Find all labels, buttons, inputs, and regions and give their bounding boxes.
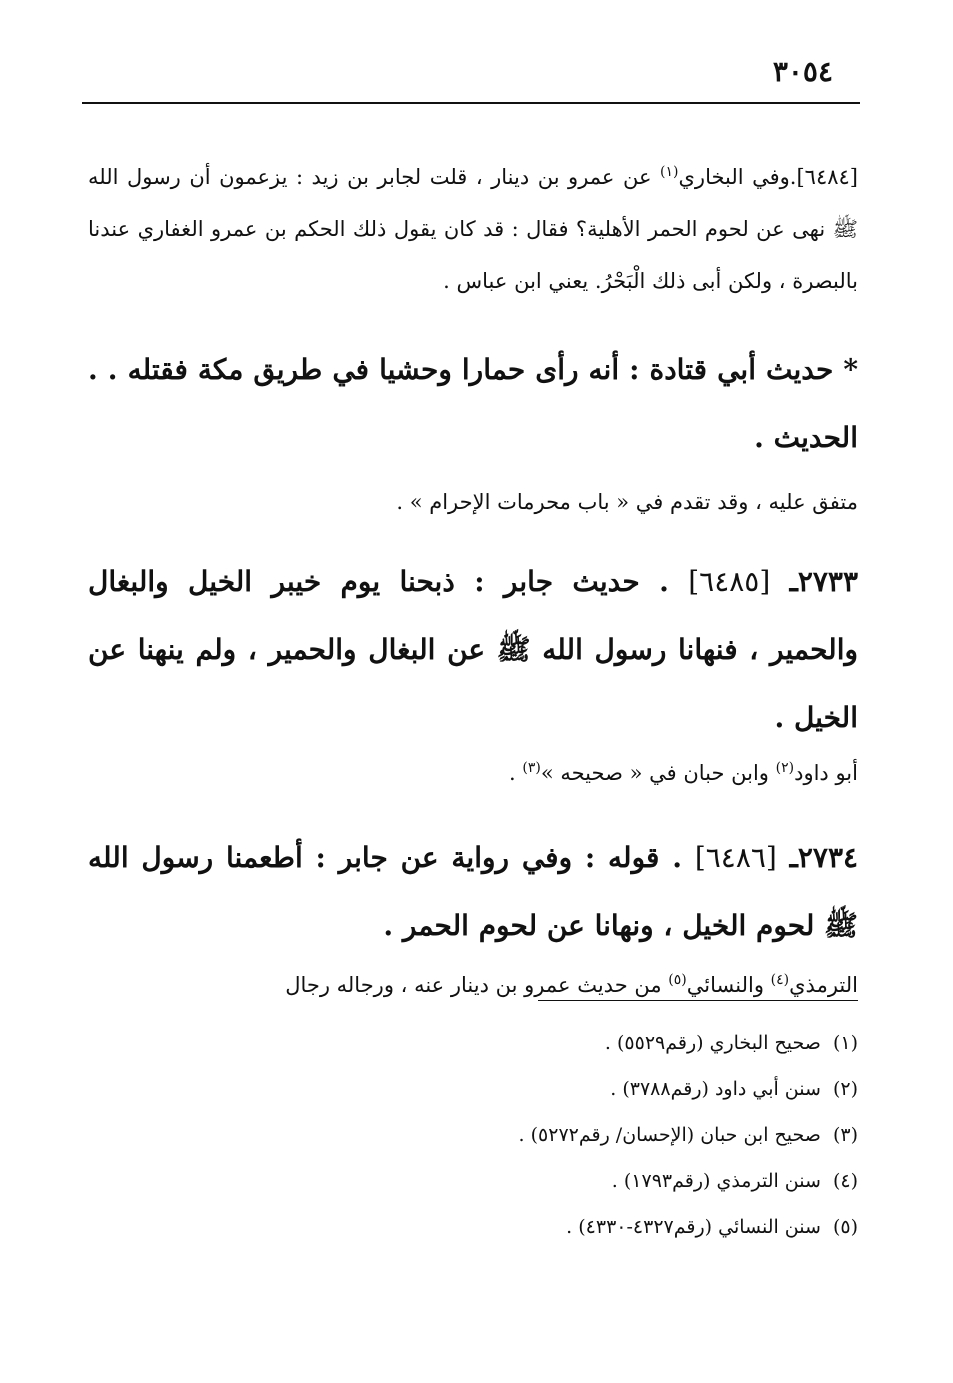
- hadith-2733: [88, 548, 858, 752]
- paragraph-text: .وفي البخاري: [678, 165, 797, 189]
- hadith-number: ٢٧٣٣ـ: [789, 565, 858, 598]
- footnote-rule: [538, 1000, 858, 1001]
- paragraph-text: .: [509, 761, 516, 785]
- footnote-item: [258, 1020, 858, 1066]
- footnote-ref: (٥): [668, 972, 687, 988]
- footnote-text: صحيح ابن حبان (الإحسان/ رقم٥٢٧٢) .: [518, 1124, 821, 1146]
- paragraph-text: وابن حبان في « صحيحه »: [540, 761, 769, 785]
- hadith-number: ٢٧٣٤ـ: [789, 841, 859, 874]
- paragraph-tirmidhi: [88, 959, 858, 1011]
- heading-text: . حديث جابر : ذبحنا يوم خيبر الخيل والبغال والحمير ، فنهانا رسول الله ﷺ عن البغال والحمير ، ولم ينهنا عن الخيل .: [88, 565, 858, 734]
- paragraph-text: الترمذي: [789, 973, 858, 997]
- hadith-index-bracket: [٦٤٨٦]: [694, 841, 777, 874]
- footnote-item: [258, 1112, 858, 1158]
- paragraph-agreed-upon: [88, 476, 858, 528]
- paragraph-abu-dawud: [88, 747, 858, 799]
- hadith-index-bracket: [٦٤٨٤]: [796, 165, 858, 189]
- footnote-item: [258, 1158, 858, 1204]
- footnote-ref: (٢): [775, 760, 795, 776]
- footnote-text: سنن الترمذي (رقم١٧٩٣) .: [611, 1170, 821, 1192]
- footnote-text: سنن النسائي (رقم٤٣٢٧-٤٣٣٠) .: [566, 1216, 821, 1238]
- paragraph-text: متفق عليه ، وقد تقدم في « باب محرمات الإحرام » .: [396, 490, 858, 514]
- footnote-ref: (٤): [770, 972, 790, 988]
- hadith-heading-abu-qatada: [88, 336, 858, 472]
- page-number: ٣٠٥٤: [772, 55, 833, 88]
- heading-text: * حديث أبي قتادة : أنه رأى حمارا وحشيا في طريق مكة فقتله . . الحديث .: [88, 353, 858, 454]
- heading-text: . قوله : وفي رواية عن جابر : أطعمنا رسول الله ﷺ لحوم الخيل ، ونهانا عن لحوم الحمر .: [88, 841, 858, 942]
- footnote-ref: (٣): [522, 760, 541, 776]
- footnote-number: (٥): [832, 1216, 858, 1238]
- footnote-number: (١): [832, 1032, 858, 1054]
- paragraph-text: والنسائي: [686, 973, 764, 997]
- paragraph-text: أبو داود: [794, 761, 858, 785]
- hadith-2734: [88, 824, 858, 960]
- paragraph-bukhari-narration: [88, 151, 858, 307]
- footnote-ref: (١): [660, 164, 679, 180]
- footnotes-list: [258, 1020, 858, 1250]
- footnote-number: (٤): [832, 1170, 858, 1192]
- paragraph-text: عن عمرو بن دينار ، قلت لجابر بن زيد : يزعمون أن رسول الله ﷺ نهى عن لحوم الحمر الأهلية؟ فقال : قد كان يقول ذلك الحكم بن عمرو الغفاري عندنا بالبصرة ، ولكن أبى ذلك الْبَحْرُ. يعني ابن عباس .: [88, 165, 858, 293]
- footnote-text: صحيح البخاري (رقم٥٥٢٩) .: [604, 1032, 821, 1054]
- header-rule: [82, 102, 860, 104]
- footnote-number: (٣): [832, 1124, 858, 1146]
- footnote-text: سنن أبي داود (رقم٣٧٨٨) .: [610, 1078, 821, 1100]
- paragraph-text: من حديث عمرو بن دينار عنه ، ورجاله رجال: [285, 973, 662, 997]
- footnote-item: [258, 1204, 858, 1250]
- hadith-index-bracket: [٦٤٨٥]: [688, 565, 771, 598]
- footnote-number: (٢): [832, 1078, 858, 1100]
- footnote-item: [258, 1066, 858, 1112]
